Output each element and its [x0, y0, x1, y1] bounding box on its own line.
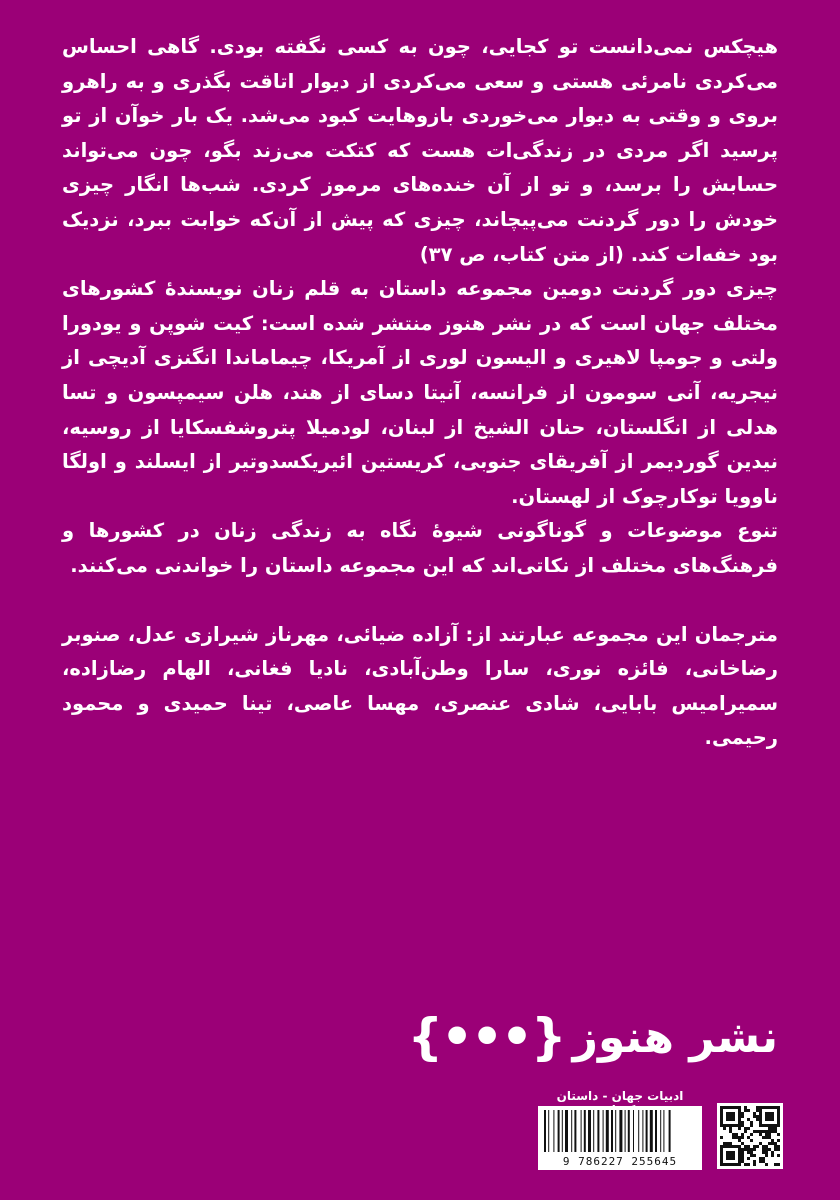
qr-code-pattern [720, 1106, 780, 1166]
isbn-barcode [538, 1106, 702, 1170]
isbn-number: 9 786227 255645 [562, 1155, 678, 1168]
back-cover-text [62, 30, 778, 756]
translators-paragraph: مترجمان این مجموعه عبارتند از: آزاده ضیائی، مهرناز شیرازی عدل، صنوبر رضاخانی، فائزه نوری، سارا وطن‌آبادی، نادیا فغانی، الهام رضازاده، سمیرامیس بابایی، شادی عنصری، مهسا عاصی، تینا حمیدی و محمود رحیمی. [62, 622, 778, 750]
paragraph-spacer [62, 584, 778, 618]
category-label: ادبیات جهان - داستان [556, 1089, 684, 1103]
publisher-name: نشر هنوز [572, 1011, 778, 1063]
publisher-logo [408, 1008, 778, 1066]
description-paragraph: چیزی دور گردنت دومین مجموعه داستان به قلم زنان نویسندهٔ کشورهای مختلف جهان است که در نشر هنوز منتشر شده است: کیت شوپن و یودورا ولتی و جومپا لاهیری و الیسون لوری از آمریکا، چیماماندا انگنزی آدیچی از نیجریه، آنی سومون از فرانسه، آنیتا دسای از هند، هلن سیمپسون و تسا هدلی از انگلستان، حنان الشیخ از لبنان، لودمیلا پتروشفسکایا از روسیه، نیدین گوردیمر از آفریقای جنوبی، کریستین ائیریکسدوتیر از ایسلند و اولگا ناوویا توکارچوک از لهستان. [62, 277, 778, 508]
closing-paragraph: تنوع موضوعات و گوناگونی شیوهٔ نگاه به زندگی زنان در کشورها و فرهنگ‌های مختلف از نکاتی‌اند که این مجموعه داستان را خواندنی می‌کنند. [62, 519, 778, 577]
barcode-bars [542, 1110, 698, 1152]
qr-code [717, 1103, 783, 1169]
excerpt-paragraph: هیچکس نمی‌دانست تو کجایی، چون به کسی نگفته بودی. گاهی احساس می‌کردی نامرئی هستی و سعی می‌کردی از دیوار اتاقت بگذری و به راهرو بروی و وقتی به دیوار می‌خوردی بازوهایت کبود می‌شد. یک بار خوآن از تو پرسید اگر مردی در زندگی‌ات هست که کتکت می‌زند بگو، چون می‌تواند حسابش را برسد، و تو از آن خنده‌های مرموز کردی. شب‌ها انگار چیزی خودش را دور گردنت می‌پیچاند، چیزی که پیش از آن‌که خوابت ببرد، نزدیک بود خفه‌ات کند. (از متن کتاب، ص ۳۷) [62, 35, 778, 266]
publisher-brace-mark: {•••} [407, 1008, 565, 1066]
